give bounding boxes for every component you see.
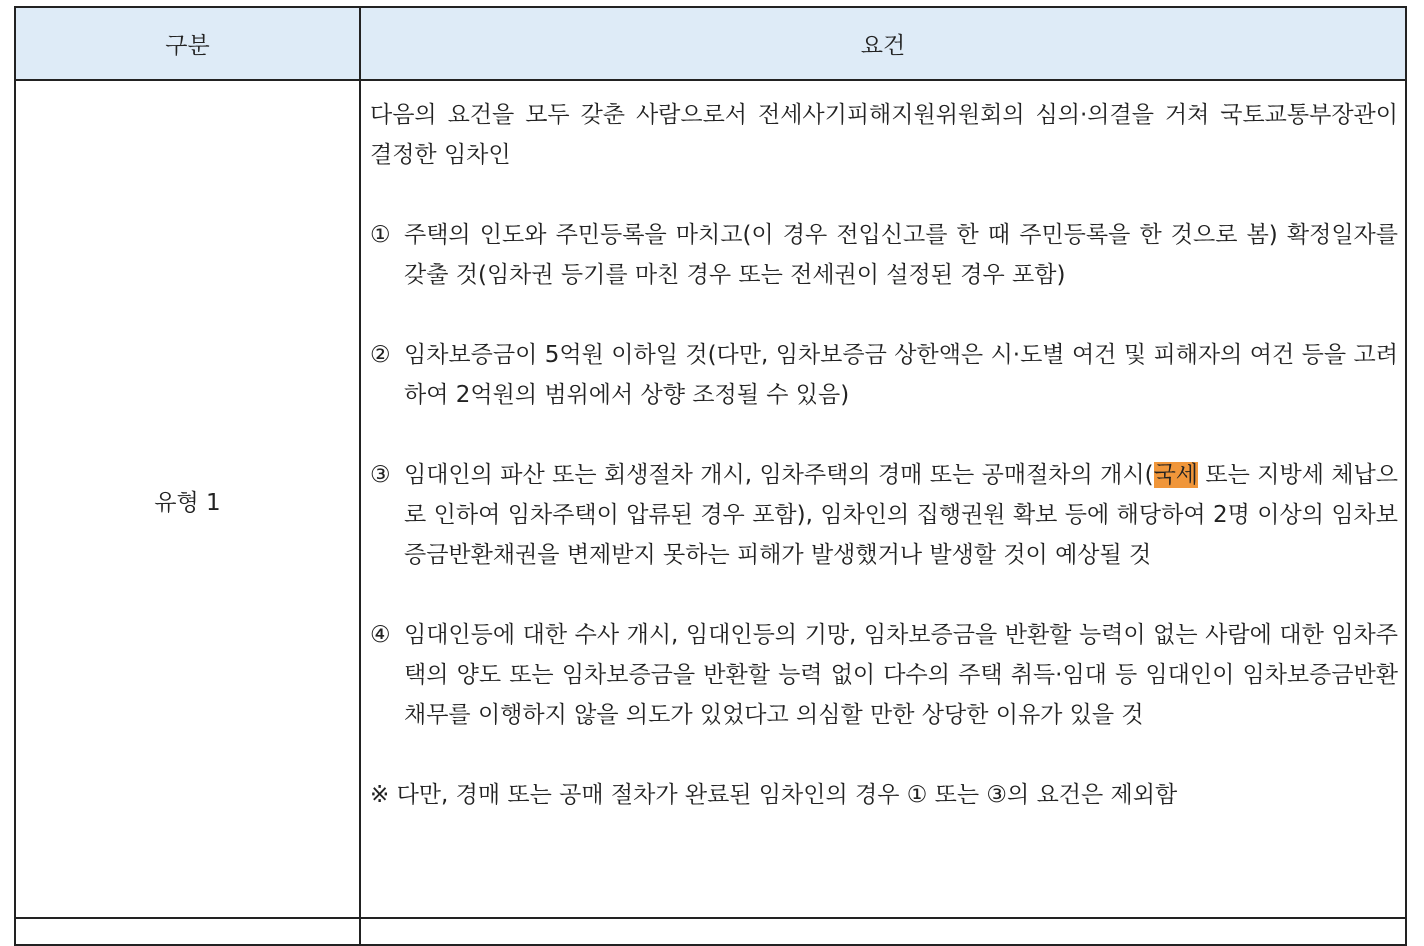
row-divider: [16, 917, 1405, 919]
item-number: ③: [370, 462, 391, 488]
exception-note: ※ 다만, 경매 또는 공매 절차가 완료된 임차인의 경우 ① 또는 ③의 요건은 제외함: [370, 782, 1178, 808]
requirement-item-1: [370, 215, 1398, 295]
item-text-after: 또는 지방세 체납으로 인하여 임차주택이 압류된 경우 포함), 임차인의 집행권원 확보 등에 해당하여 2명 이상의 임차보증금반환채권을 변제받지 못하는 피해가 발생했거나 발생할 것이 예상될 것: [404, 462, 1398, 568]
item-number: ①: [370, 222, 391, 248]
highlighted-term: 국세: [1153, 462, 1198, 488]
item-text: 주택의 인도와 주민등록을 마치고(이 경우 전입신고를 한 때 주민등록을 한 것으로 봄) 확정일자를 갖출 것(임차권 등기를 마친 경우 또는 전세권이 설정된 경우 포함): [404, 222, 1398, 288]
type-cell: 유형 1: [154, 489, 221, 516]
header-category: 구분: [165, 33, 210, 59]
requirement-item-3: [370, 455, 1398, 575]
requirements-table: [14, 6, 1407, 946]
requirement-item-4: [370, 615, 1398, 735]
item-text-before: 임대인의 파산 또는 회생절차 개시, 임차주택의 경매 또는 공매절차의 개시(: [404, 462, 1154, 488]
item-text: 임대인등에 대한 수사 개시, 임대인등의 기망, 임차보증금을 반환할 능력이 없는 사람에 대한 임차주택의 양도 또는 임차보증금을 반환할 능력 없이 다수의 주택 취득·임대 등 임대인이 임차보증금반환채무를 이행하지 않을 의도가 있었다고 의심할 만한 상당한 이유가 있을 것: [404, 622, 1398, 728]
header-requirements: 요건: [860, 33, 906, 59]
item-text: [404, 455, 1398, 575]
requirement-item-2: [370, 335, 1398, 415]
column-divider: [359, 8, 361, 944]
item-number: ②: [370, 342, 391, 368]
item-text: 임차보증금이 5억원 이하일 것(다만, 임차보증금 상한액은 시·도별 여건 및 피해자의 여건 등을 고려하여 2억원의 범위에서 상향 조정될 수 있음): [404, 342, 1398, 408]
table-header-row: [16, 8, 1405, 81]
intro-text: 다음의 요건을 모두 갖춘 사람으로서 전세사기피해지원위원회의 심의·의결을 거쳐 국토교통부장관이 결정한 임차인: [370, 102, 1398, 168]
requirements-cell: [370, 95, 1398, 815]
item-number: ④: [370, 622, 391, 648]
